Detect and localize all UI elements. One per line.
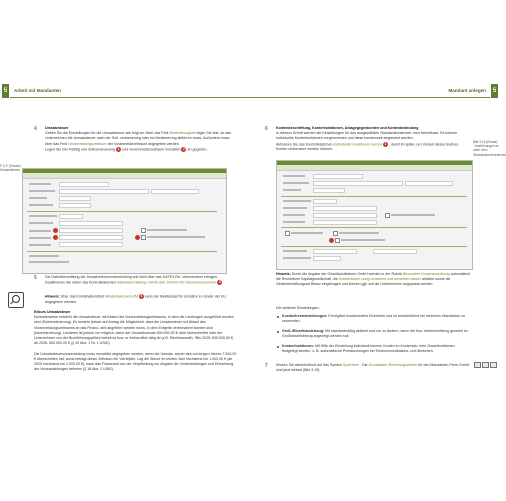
exkurs-paragraph: Die Umsatzsteuervoranmeldung muss monatlich abgegeben werden, wenn die Umsatz- steuer des vorherigen Jahres 7.500,00 € überschritten hat, sonst beträgt dieser Zeitraum ein Vierteljahr. Lag die Steuer im letzten Jahr höchstens bei 1.000,00 € (ab 2025 höchstens bei 2.000,00 €), kann das Finanzamt von der Verpflichtung zur Abgabe der Voranmeldungen und Entrichtung der Vorauszahlungen befreien (§ 18 Abs. 2 UStG). bbox=[34, 351, 237, 372]
list-item: Kurzbeitresteinstellungen: Ermöglicht kundenweites Einrichten und ist anschließend bei mehreren Mandanten zu verwenden. bbox=[282, 314, 470, 324]
list-item: Kontenfunktionen: Mit Hilfe der Einstellung individuell können Konten im Kontenrah- men Zusatzfunktionen festgelegt werden, z. B. automatische Preisbuchungen bei Telekommunikations- und ähnlichen. bbox=[282, 344, 470, 354]
step5-hinweis: Hinweis: Über das Kombinationsfeld Meldestaat/Land-ZM 4 kann der Meldestaat für Umsätze in Länder der EU angegeben werden. bbox=[45, 294, 227, 304]
step6-text: Kontenbeschriftung, Kontenfunktionen, Anlagegegenkonten und Kontenbedeutung In diesem Schritt werden die Einstellungen für den ausgewählten Standardkontenrah- men beeinflusst. Es können individuelle Kontenfunktionen vorgenommen und diese kundenweit eingesetzt werden. Aktivieren Sie das Kontrollkästchen Individuelle Funktionen nutzen 1 , damit im späte- ren Verlauf dieses Buches Konten umbenannt werden können. bbox=[276, 126, 459, 152]
step-number: 4 bbox=[34, 126, 37, 132]
save-icon bbox=[474, 362, 481, 368]
magnifier-icon bbox=[8, 292, 24, 308]
marker-badge: 4 bbox=[140, 294, 143, 298]
step7-text: Klicken Sie abschließend auf das Symbol Speichern . Die Grunddaten-Rechnungswesen für den Mandanten Perm GmbH sind jetzt erfasst (Bild 3.19). bbox=[276, 363, 470, 373]
marker-badge: 2 bbox=[183, 146, 185, 151]
running-head-left: Arbeit mit Mandanten bbox=[14, 88, 61, 93]
page-header bbox=[0, 87, 500, 97]
chapter-chip-right: 5 bbox=[491, 84, 498, 98]
toolbar-icon bbox=[474, 362, 497, 368]
chapter-chip-left: 5 bbox=[2, 84, 9, 98]
right-hinweis: Hinweis: Durch die Angabe der Gesellschaftsform GmbH werden in der Rubrik Besondere Kontenzuordnung automatisch die Rechtsform Kapitalgesellschaft, die Kontenzuord- nung umsetzen und umsetzen lassen aktiviert sowie die Gewinnermittlungsart Bilanz eingetragen und können ggf. auf die Unternehmen angepasst werden. bbox=[276, 272, 470, 287]
exkurs-block bbox=[34, 310, 238, 372]
step5-text: Die Dateiübermittlung der Umsatzsteuervoranmeldung soll nicht über das DATEV-Re- chenzentrum erfolgen. Deaktivieren Sie daher das Kontrollkästchen Datenübermittlung UStVA über DATEV-RZ-Steuerkennzeichen 3 . bbox=[45, 275, 224, 285]
margin-note: F 3.1* (Ersatz) · Umsatzsteuer bbox=[0, 164, 23, 173]
marker-badge: 3 bbox=[218, 280, 221, 285]
list-item: Groß-/Einzelhandelszug: Mit standardmäßig aktiviert und nur zu ändern, wenn die Kon- tenbeschriftung generell im Großhandelsbezug angezeigt werden soll. bbox=[282, 329, 470, 339]
step6-title: Kontenbeschriftung, Kontenfunktionen, Anlagegegenkonten und Kontenbedeutung bbox=[276, 126, 419, 130]
step4-title: Umsatzsteuer bbox=[45, 126, 69, 130]
umsatzsteuer-screenshot bbox=[22, 168, 227, 274]
running-head-right: Mandant anlegen bbox=[448, 88, 486, 93]
step-number: 6 bbox=[265, 126, 268, 132]
marker-badge: 1 bbox=[117, 146, 120, 151]
step-number: 5 bbox=[34, 275, 37, 281]
step-number: 7 bbox=[265, 363, 268, 369]
exkurs-paragraph: Normalerweise entsteht die Umsatzsteuer mit Ablauf des Voranmeldungszeitraums, in dem die Leistungen ausgeführt worden sind (Sollversteuerung). Es besteht jedoch auf Antrag die Möglichkeit, dass die Umsatzsteuer mit Ablauf des Voranmeldungszeitraums an das Finanz- amt abgeführt werden muss, in dem Entgelte vereinnahmt worden sind (Istversteuerung). Letzteres ist jedoch nur möglich, wenn der Gesamtumsatz 800.000,00 € nicht überschreitet oder der Unternehmer von der Buchführungspflicht befreit ist bzw. er freiberuflich tätig ist (z.B. Rechtsanwalt). *Bis 2025: 600.000,00 €, ab 2026: 800.000,00 € (§ 20 Abs. 1 Nr. 1 UStG) bbox=[34, 315, 234, 346]
step4-text: Umsatzsteuer Geben Sie die Einstellungen für die Umsatzsteuer wie folgt an: Über das Feld Besteuerungsart legen Sie fest, ob das Unternehmen die Umsatzsteuer nach der Soll- versteuerung oder Ist-Versteuerung abführen muss. Außerdem muss über das Feld Voranmeldungszeitraum der Voranmeldezeitraum angegeben werden. Legen Sie hier Richtig und Sollversteuerung 1 und Vorannmeldezeitraum monatlich 2 an gegeben. bbox=[45, 126, 232, 152]
kontenfunktionen-screenshot bbox=[276, 160, 473, 270]
margin-note: Bild 3.19 (Ersatz) · Ausführungen zu unter dem Standardkontenrahmen bbox=[473, 140, 506, 157]
toolbar-icon bbox=[482, 362, 489, 368]
marker-badge: 1 bbox=[384, 141, 387, 146]
exkurs-title: Exkurs Umsatzsteuer bbox=[34, 310, 71, 314]
weitere-heading: Die weiteren Einstellungen: bbox=[276, 306, 320, 310]
toolbar-icon bbox=[490, 362, 497, 368]
